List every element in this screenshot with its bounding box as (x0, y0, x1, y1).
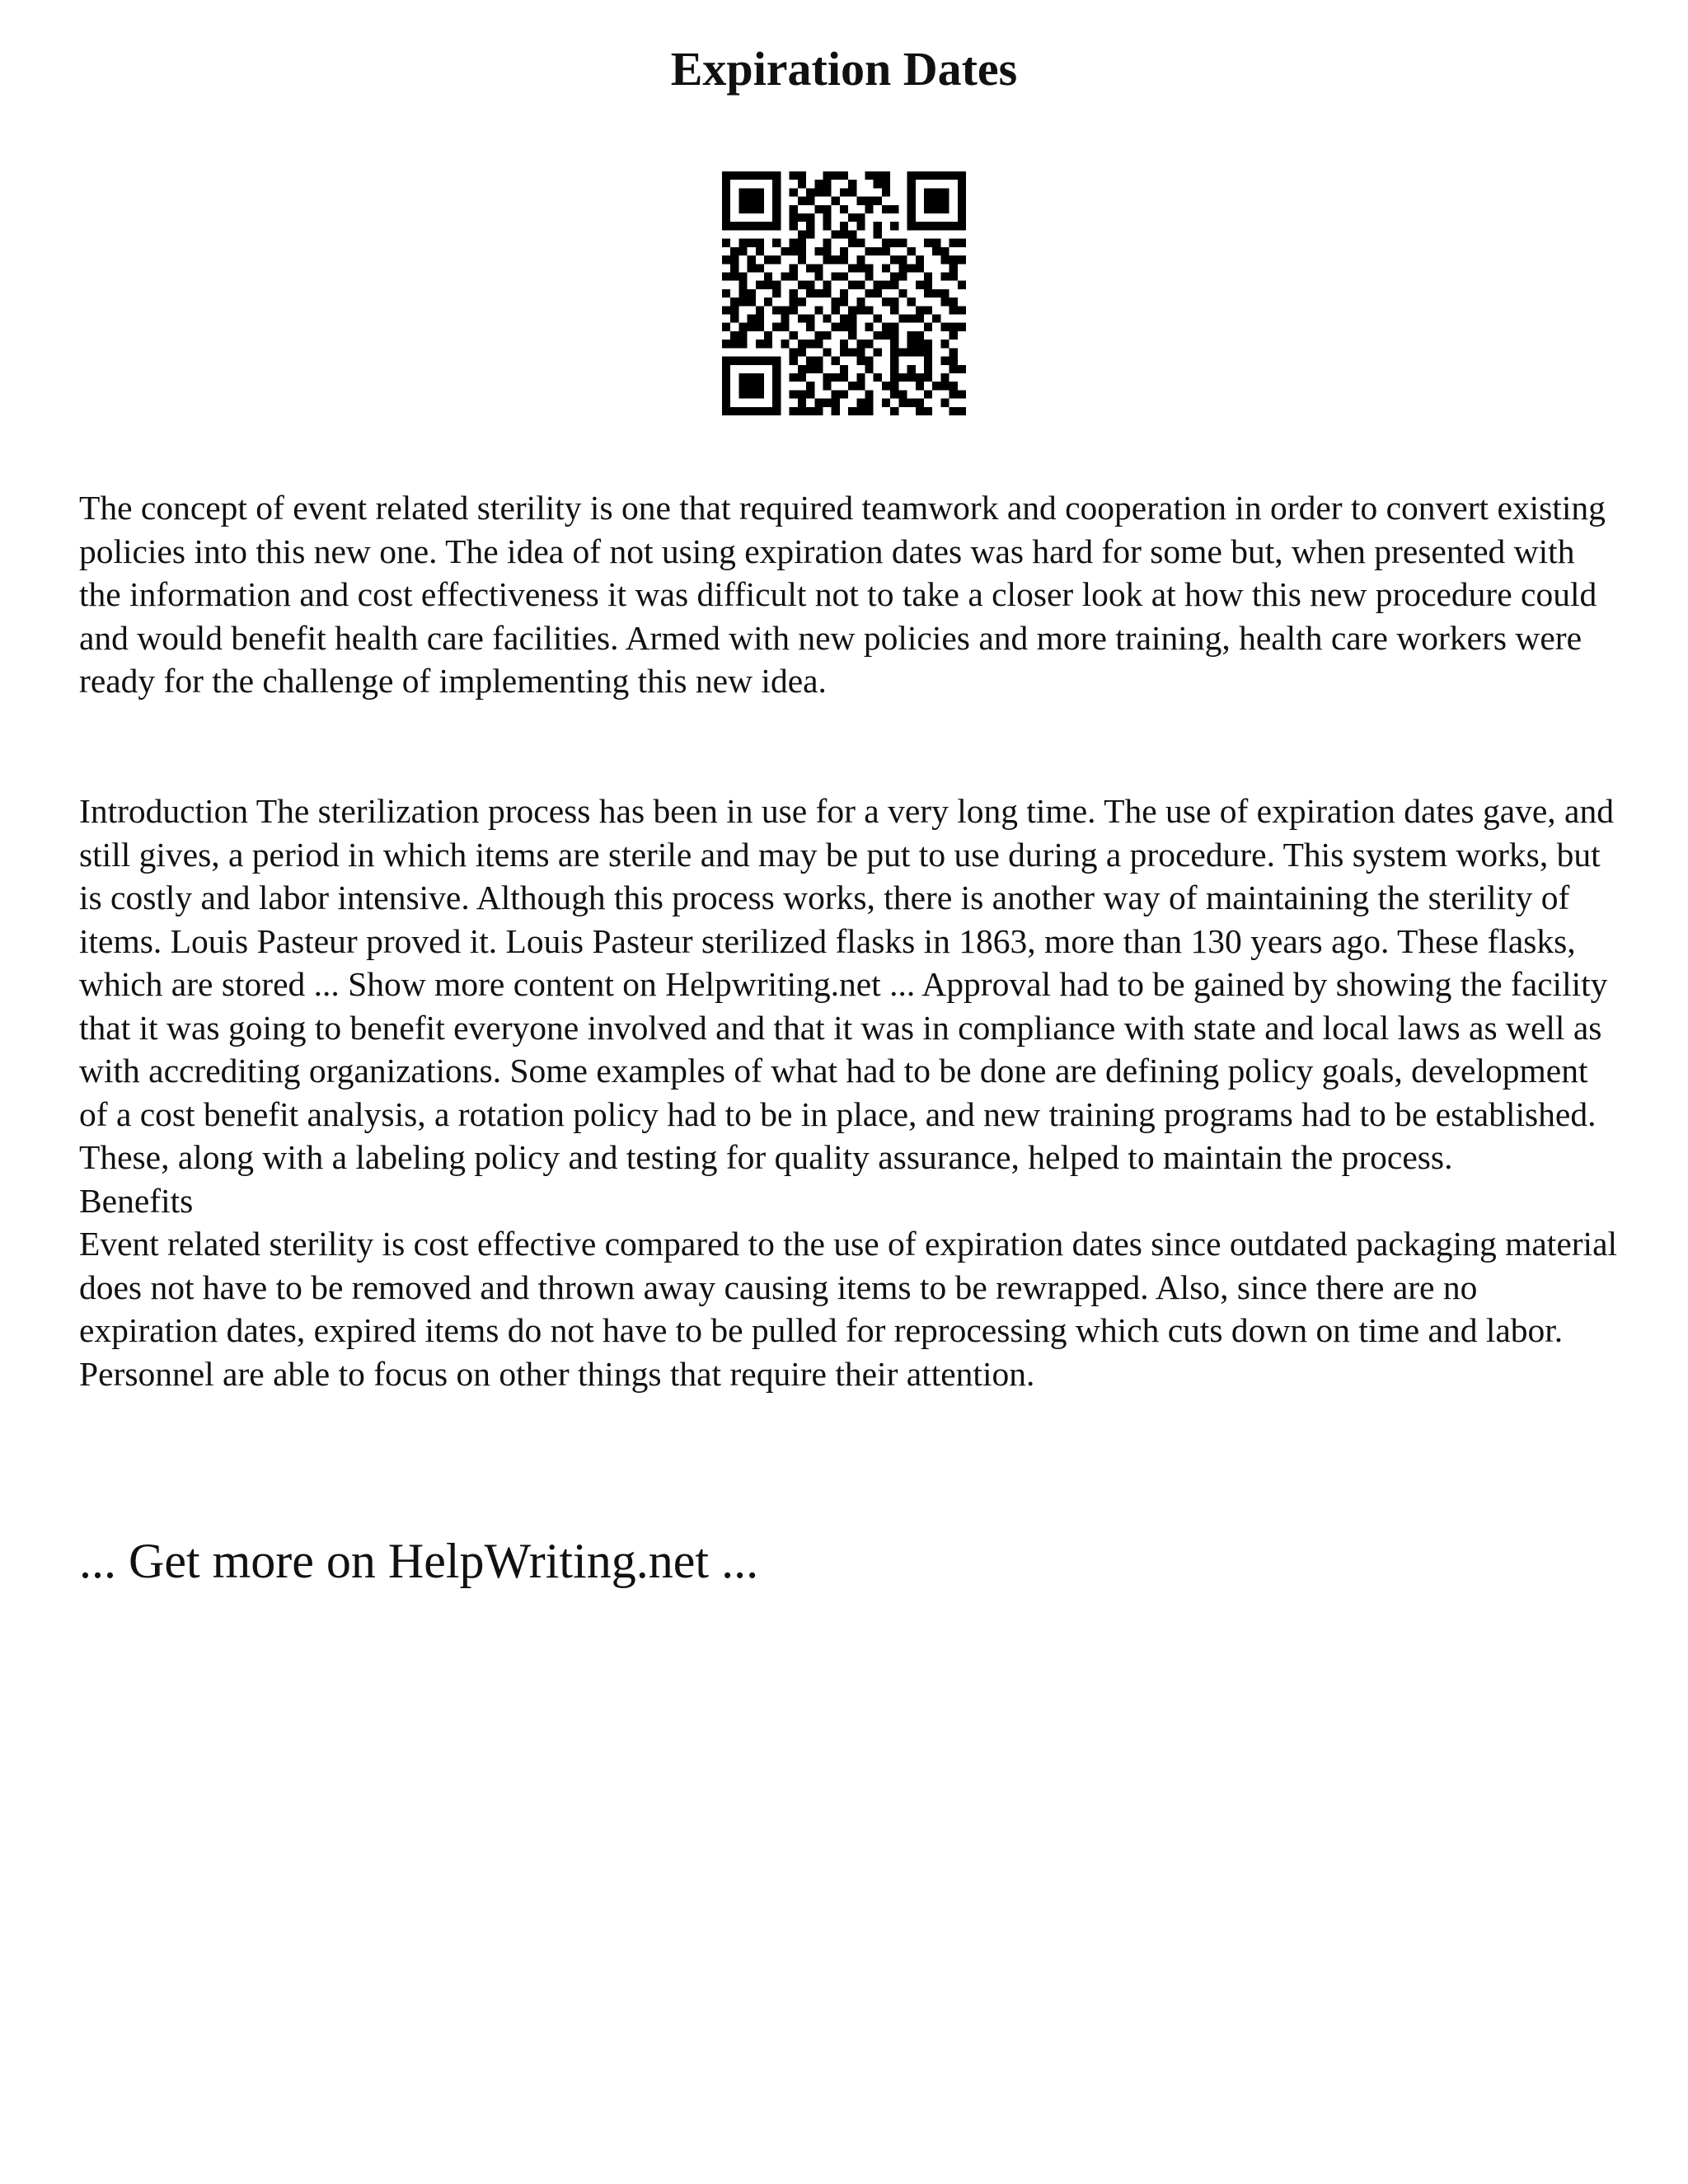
qr-code-icon (722, 171, 966, 415)
page-title: Expiration Dates (670, 42, 1018, 96)
intro-paragraph: The concept of event related sterility is one that required teamwork and cooperation in order to convert existing policies into this new one. The idea of not using expiration dates was hard for some but, when presented with the information and cost effectiveness it was difficult not to take a closer look at how this new procedure could and would benefit health care facilities. Armed with new policies and more training, health care workers were ready for the challenge of implementing this new idea. (79, 489, 1606, 700)
introduction-paragraph: Introduction The sterilization process has been in use for a very long time. The use of expiration dates gave, and still gives, a period in which items are sterile and may be put to use during a procedure. This system works, but is costly and labor intensive. Although this process works, there is another way of maintaining the sterility of items. Louis Pasteur proved it. Louis Pasteur sterilized flasks in 1863, more than 130 years ago. These flasks, which are stored ... Show more content on Helpwriting.net ... Approval had to be gained by showing the facility that it was going to benefit everyone involved and that it was in compliance with state and local laws as well as with accrediting organizations. Some examples of what had to be done are defining policy goals, development of a cost benefit analysis, a rotation policy had to be in place, and new training programs had to be established. These, along with a labeling policy and testing for quality assurance, helped to maintain the process. (79, 792, 1614, 1176)
benefits-paragraph: Event related sterility is cost effective compared to the use of expiration dates since outdated packaging material does not have to be removed and thrown away causing items to be rewrapped. Also, since there are no expiration dates, expired items do not have to be pulled for reprocessing which cuts down on time and labor. Personnel are able to focus on other things that require their attention. (79, 1225, 1618, 1393)
main-content (79, 790, 1620, 1395)
benefits-heading: Benefits (79, 1181, 194, 1220)
get-more-link[interactable]: ... Get more on HelpWriting.net ... (79, 1534, 759, 1588)
